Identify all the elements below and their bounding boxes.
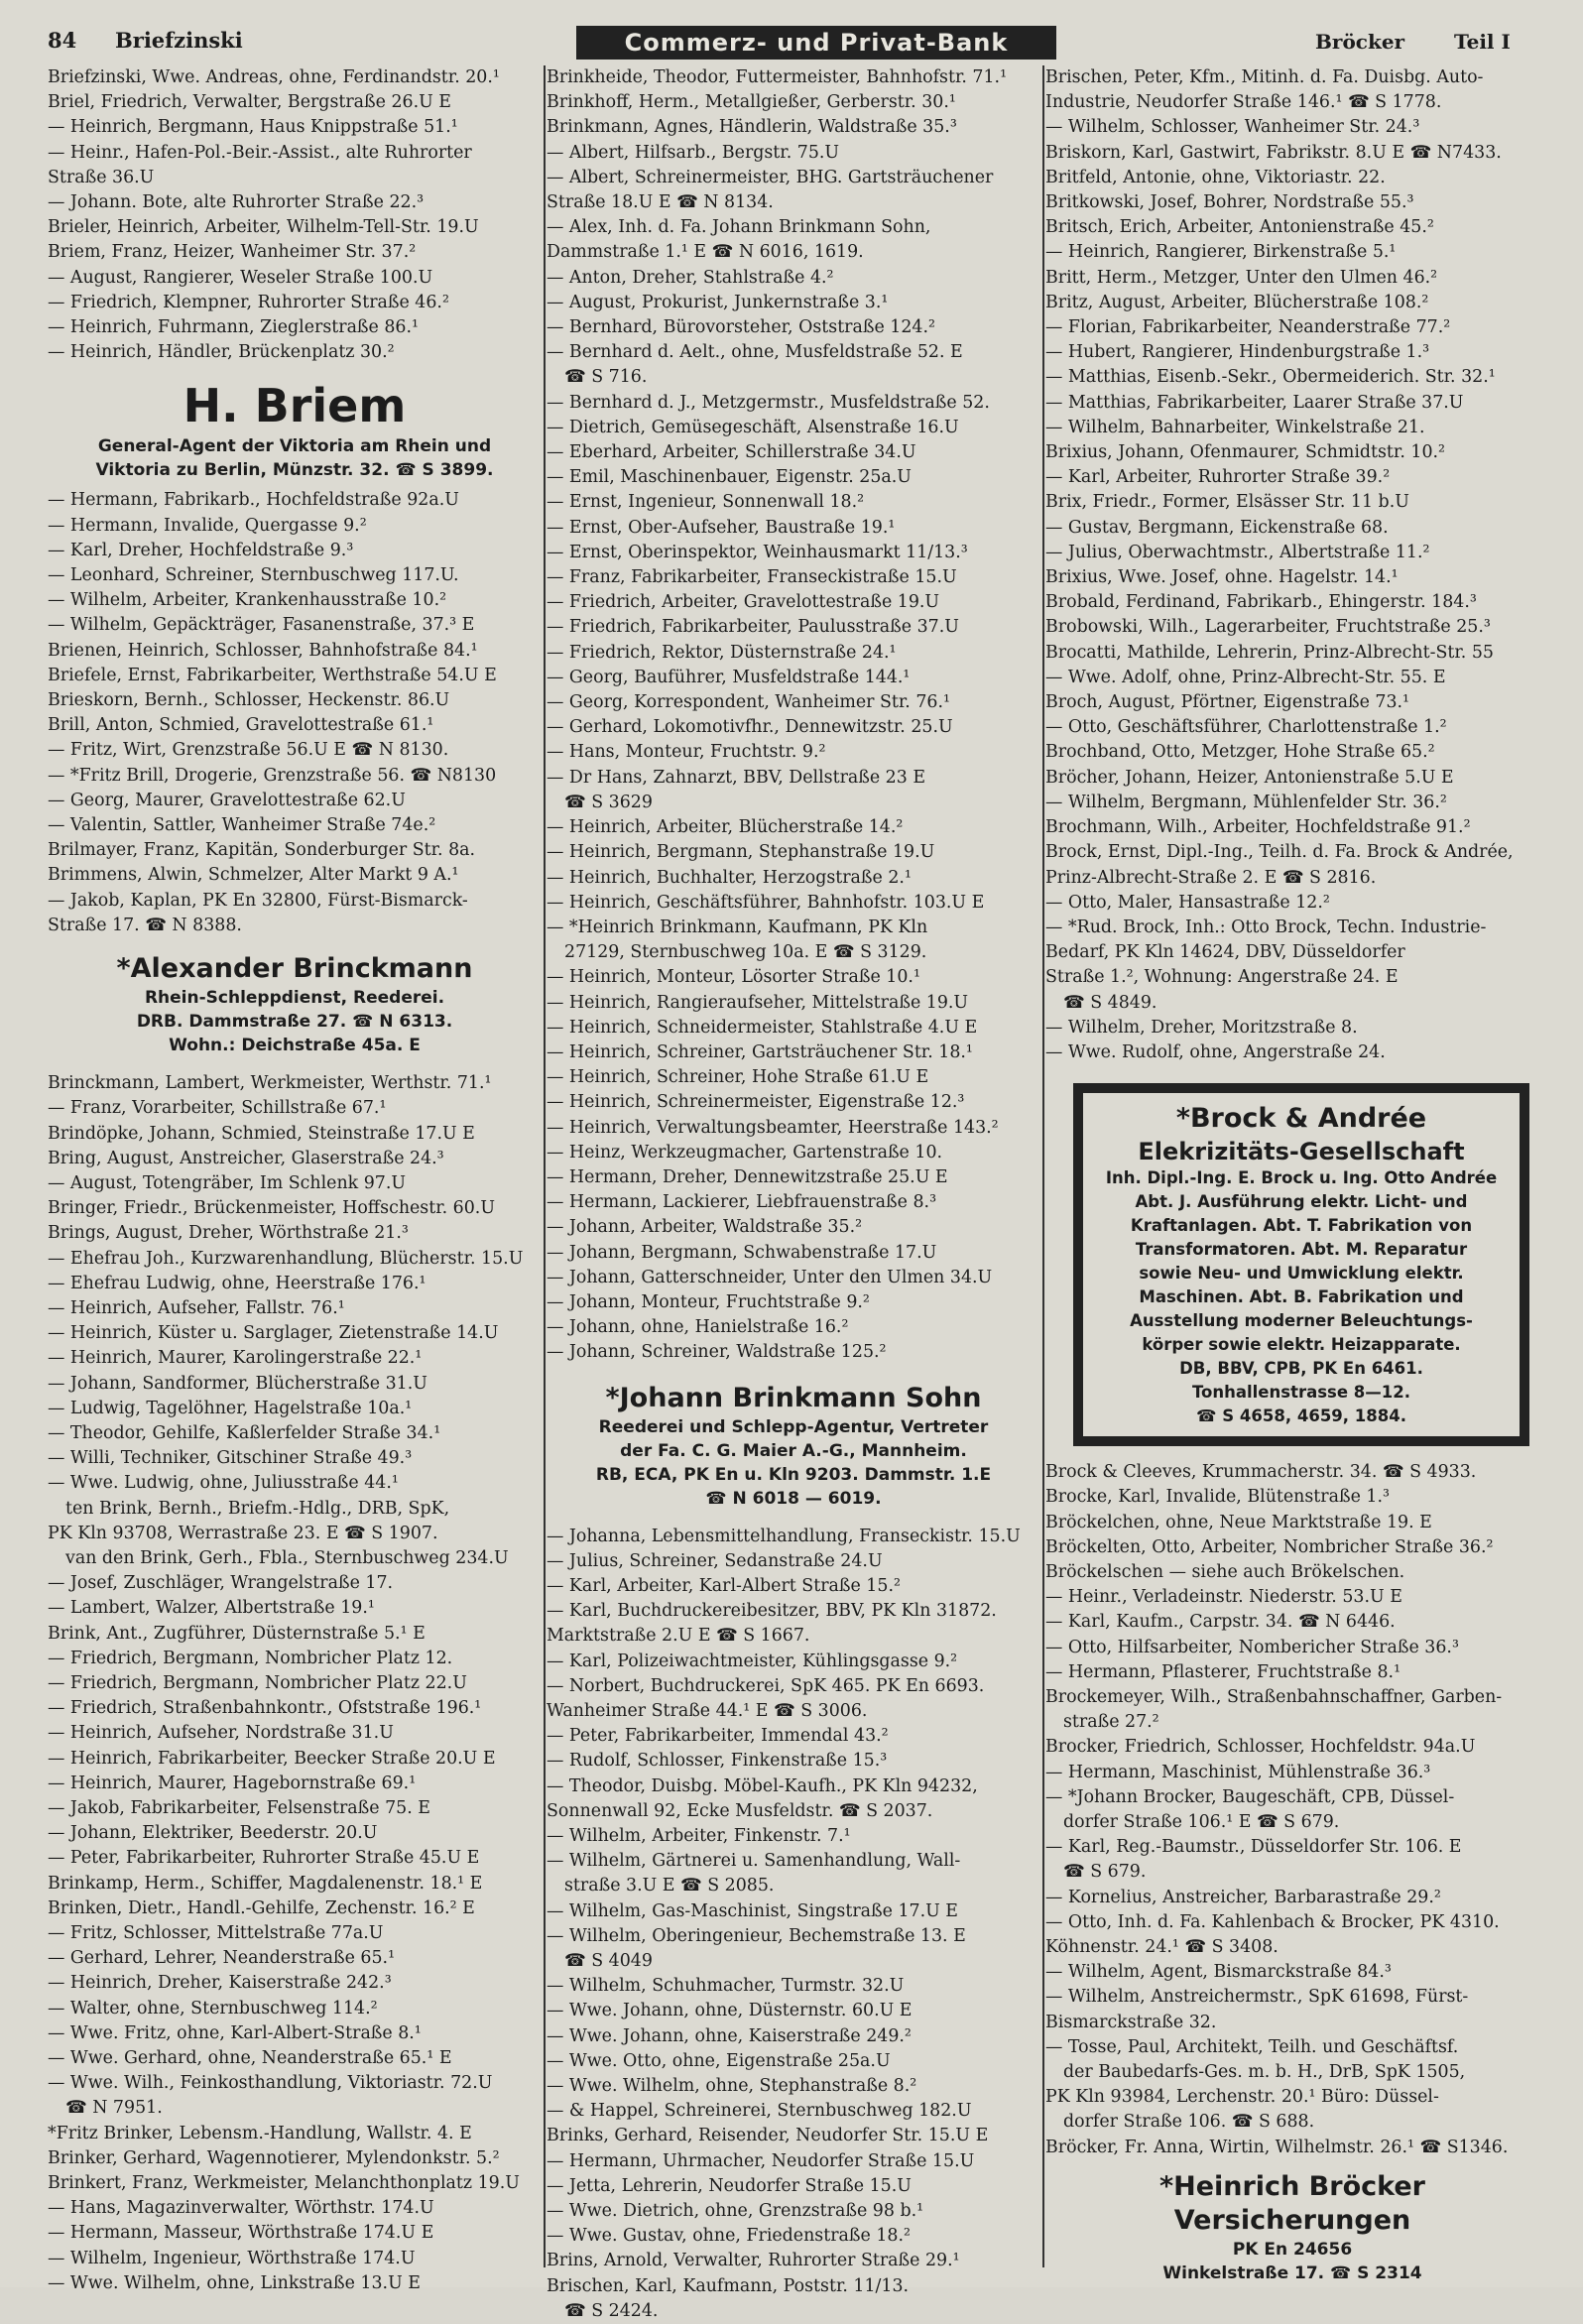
entry-list	[1045, 65, 1539, 1065]
directory-entry: — Karl, Buchdruckereibesitzer, BBV, PK Kln 31872.	[547, 1601, 997, 1622]
column-divider	[1042, 65, 1044, 2267]
directory-entry: — Karl, Polizeiwachtmeister, Kühlingsgasse 9.²	[547, 1651, 958, 1671]
directory-entry: ☎ S 716.	[564, 367, 648, 388]
directory-entry: — Heinrich, Küster u. Sarglager, Zietenstraße 14.U	[48, 1323, 499, 1344]
directory-entry: Brinks, Gerhard, Reisender, Neudorfer Str. 15.U E	[547, 2126, 989, 2146]
column-divider	[544, 65, 546, 2267]
ad-title: *Brock & Andrée	[1175, 1103, 1427, 1135]
directory-entry: — Otto, Geschäftsführer, Charlottenstraße 1.²	[1045, 717, 1447, 738]
directory-entry: Brink, Ant., Zugführer, Düsternstraße 5.¹ E	[48, 1623, 426, 1644]
directory-entry: *Fritz Brinker, Lebensm.-Handlung, Wallstr. 4. E	[48, 2123, 472, 2143]
directory-entry: — Wilhelm, Ingenieur, Wörthstraße 174.U	[48, 2248, 416, 2268]
directory-entry: — Johann, Sandformer, Blücherstraße 31.U	[48, 1373, 427, 1394]
directory-entry: Brochmann, Wilh., Arbeiter, Hochfeldstraße 91.²	[1045, 817, 1471, 838]
directory-entry: Brinkhoff, Herm., Metallgießer, Gerberstr. 30.¹	[547, 92, 956, 113]
directory-entry: ☎ S 2424.	[564, 2300, 659, 2321]
directory-entry: — Wwe. Otto, ohne, Eigenstraße 25a.U	[547, 2050, 891, 2071]
directory-entry: — Alex, Inh. d. Fa. Johann Brinkmann Sohn,	[547, 217, 931, 238]
directory-entry: — Heinrich, Rangieraufseher, Mittelstraße 19.U	[547, 992, 969, 1013]
directory-entry: Prinz-Albrecht-Straße 2. E ☎ S 2816.	[1045, 867, 1377, 888]
directory-entry: Bröckelschen — siehe auch Brökelschen.	[1045, 1561, 1405, 1582]
ad-title: H. Briem	[183, 379, 407, 433]
directory-entry: Köhnenstr. 24.¹ ☎ S 3408.	[1045, 1936, 1279, 1957]
directory-entry: — Wilhelm, Schuhmacher, Turmstr. 32.U	[547, 1976, 905, 1997]
directory-entry: — Hans, Magazinverwalter, Wörthstr. 174.U	[48, 2198, 434, 2219]
ad-title: *Heinrich Bröcker	[1158, 2170, 1425, 2202]
directory-entry: — Johann, Elektriker, Beederstr. 20.U	[48, 1823, 378, 1844]
directory-entry: Brinker, Gerhard, Wagennotierer, Mylendonkstr. 5.²	[48, 2147, 500, 2168]
ad-line: Reederei und Schlepp-Agentur, Vertreter	[598, 1416, 989, 1437]
directory-entry: — Hermann, Uhrmacher, Neudorfer Straße 15.U	[547, 2150, 975, 2171]
part-label: Teil I	[1454, 30, 1511, 54]
directory-entry: — Franz, Vorarbeiter, Schillstraße 67.¹	[48, 1098, 387, 1119]
directory-entry: — Wilhelm, Arbeiter, Krankenhausstraße 10.²	[48, 590, 447, 611]
directory-entry: — Ehefrau Joh., Kurzwarenhandlung, Blücherstr. 15.U	[48, 1248, 524, 1269]
directory-entry: Brieskorn, Bernh., Schlosser, Heckenstr. 86.U	[48, 690, 450, 711]
directory-entry: Straße 36.U	[48, 167, 155, 187]
directory-entry: — Ernst, Ober-Aufseher, Baustraße 19.¹	[547, 517, 896, 538]
directory-entry: — Ernst, Oberinspektor, Weinhausmarkt 11/13.³	[547, 542, 968, 562]
ad-line: Viktoria zu Berlin, Münzstr. 32. ☎ S 3899.	[95, 460, 494, 481]
directory-entry: — Walter, ohne, Sternbuschweg 114.²	[48, 1998, 378, 2018]
directory-entry: — Otto, Inh. d. Fa. Kahlenbach & Brocker, PK 4310.	[1045, 1911, 1500, 1932]
directory-entry: — Wwe. Dietrich, ohne, Grenzstraße 98 b.¹	[547, 2201, 924, 2222]
directory-entry: — August, Rangierer, Weseler Straße 100.U	[48, 267, 433, 288]
directory-entry: — Heinrich, Geschäftsführer, Bahnhofstr. 103.U E	[547, 892, 985, 913]
directory-entry: Britz, August, Arbeiter, Blücherstraße 108.²	[1045, 292, 1429, 312]
directory-entry: straße 27.²	[1063, 1712, 1159, 1733]
directory-entry: — Wwe. Wilhelm, ohne, Stephanstraße 8.²	[547, 2076, 917, 2097]
directory-entry: — Hermann, Dreher, Dennewitzstraße 25.U E	[547, 1166, 948, 1187]
directory-entry: — Heinrich, Maurer, Karolingerstraße 22.¹	[48, 1348, 423, 1369]
directory-entry: — Matthias, Fabrikarbeiter, Laarer Straße 37.U	[1045, 392, 1464, 413]
directory-entry: — Johann, Arbeiter, Waldstraße 35.²	[547, 1217, 863, 1238]
directory-entry: — Gerhard, Lokomotivfhr., Dennewitzstr. 25.U	[547, 717, 953, 738]
directory-entry: ☎ S 3629	[564, 792, 653, 812]
directory-entry: — Wilhelm, Oberingenieur, Bechemstraße 13. E	[547, 1925, 966, 1946]
entry-list	[1045, 1460, 1539, 2160]
directory-entry: — Heinrich, Aufseher, Fallstr. 76.¹	[48, 1297, 345, 1318]
directory-entry: Brocker, Friedrich, Schlosser, Hochfeldstr. 94a.U	[1045, 1737, 1476, 1758]
directory-entry: dorfer Straße 106.¹ E ☎ S 679.	[1063, 1811, 1340, 1832]
directory-entry: — Heinrich, Schneidermeister, Stahlstraße 4.U E	[547, 1017, 978, 1038]
directory-entry: Sonnenwall 92, Ecke Musfeldstr. ☎ S 2037.	[547, 1800, 933, 1821]
directory-entry: Brill, Anton, Schmied, Gravelottestraße 61.¹	[48, 715, 434, 736]
directory-entry: — Rudolf, Schlosser, Finkenstraße 15.³	[547, 1751, 888, 1772]
directory-entry: — Heinrich, Rangierer, Birkenstraße 5.¹	[1045, 242, 1397, 263]
directory-entry: — *Fritz Brill, Drogerie, Grenzstraße 56. ☎ N8130	[48, 765, 497, 786]
directory-entry: Brix, Friedr., Former, Elsässer Str. 11 b.U	[1045, 492, 1409, 513]
directory-entry: Britkowski, Josef, Bohrer, Nordstraße 55.³	[1045, 192, 1414, 213]
directory-entry: Briskorn, Karl, Gastwirt, Fabrikstr. 8.U E ☎ N7433.	[1045, 142, 1502, 163]
directory-entry: — Peter, Fabrikarbeiter, Immendal 43.²	[547, 1726, 889, 1747]
directory-entry: — Friedrich, Straßenbahnkontr., Ofststraße 196.¹	[48, 1698, 482, 1719]
directory-entry: — Heinz, Werkzeugmacher, Gartenstraße 10.	[547, 1142, 943, 1162]
directory-entry: Bring, August, Anstreicher, Glaserstraße 24.³	[48, 1148, 444, 1168]
directory-entry: — Georg, Korrespondent, Wanheimer Str. 76.¹	[547, 692, 950, 713]
directory-entry: — Friedrich, Bergmann, Nombricher Platz 12.	[48, 1648, 453, 1668]
directory-entry: — *Rud. Brock, Inh.: Otto Brock, Techn. Industrie-	[1045, 917, 1487, 937]
entry-list	[547, 1525, 1040, 2324]
directory-entry: — Jetta, Lehrerin, Neudorfer Straße 15.U	[547, 2175, 912, 2196]
directory-entry: — Albert, Hilfsarb., Bergstr. 75.U	[547, 142, 840, 163]
directory-entry: — Florian, Fabrikarbeiter, Neanderstraße 77.²	[1045, 317, 1451, 338]
directory-entry: — Theodor, Duisbg. Möbel-Kaufh., PK Kln 94232,	[547, 1775, 978, 1796]
ad-line: Maschinen. Abt. B. Fabrikation und	[1139, 1287, 1464, 1307]
directory-entry: dorfer Straße 106. ☎ S 688.	[1063, 2112, 1315, 2133]
directory-entry: — Heinrich, Schreiner, Hohe Straße 61.U E	[547, 1067, 929, 1088]
directory-entry: — Tosse, Paul, Architekt, Teilh. und Geschäftsf.	[1045, 2036, 1459, 2057]
ad-line: DB, BBV, CPB, PK En 6461.	[1179, 1359, 1423, 1379]
ad-line: Transformatoren. Abt. M. Reparatur	[1135, 1240, 1468, 1260]
directory-entry: Bringer, Friedr., Brückenmeister, Hoffschestr. 60.U	[48, 1198, 495, 1219]
directory-entry: — Theodor, Gehilfe, Kaßlerfelder Straße 34.¹	[48, 1422, 441, 1443]
directory-entry: — Wwe. Fritz, ohne, Karl-Albert-Straße 8.¹	[48, 2022, 422, 2043]
directory-entry: — Wilhelm, Bahnarbeiter, Winkelstraße 21.	[1045, 417, 1425, 437]
directory-entry: Straße 1.², Wohnung: Angerstraße 24. E	[1045, 967, 1399, 988]
directory-entry: — Friedrich, Arbeiter, Gravelottestraße 19.U	[547, 592, 940, 613]
ad-line: DRB. Dammstraße 27. ☎ N 6313.	[136, 1012, 453, 1033]
column-3	[1045, 65, 1539, 2283]
directory-entry: — Norbert, Buchdruckerei, SpK 465. PK En 6693.	[547, 1675, 985, 1696]
directory-entry: — Heinrich, Arbeiter, Blücherstraße 14.²	[547, 817, 904, 838]
directory-entry: — Friedrich, Fabrikarbeiter, Paulusstraße 37.U	[547, 617, 959, 638]
bank-banner: Commerz- und Privat-Bank	[576, 26, 1056, 60]
ad-line: Kraftanlagen. Abt. T. Fabrikation von	[1130, 1216, 1473, 1236]
directory-entry: — Albert, Schreinermeister, BHG. Gartsträuchener	[547, 167, 994, 187]
ad-line: Ausstellung moderner Beleuchtungs-	[1130, 1311, 1473, 1331]
directory-entry: — Wwe. Johann, ohne, Kaiserstraße 249.²	[547, 2025, 912, 2046]
directory-entry: — Dr Hans, Zahnarzt, BBV, Dellstraße 23 E	[547, 767, 926, 788]
directory-entry: ☎ N 7951.	[65, 2098, 163, 2119]
directory-entry: — Karl, Dreher, Hochfeldstraße 9.³	[48, 540, 354, 560]
directory-entry: Brinkamp, Herm., Schiffer, Magdalenenstr. 18.¹ E	[48, 1873, 483, 1894]
directory-entry: — Heinrich, Schreinermeister, Eigenstraße 12.³	[547, 1092, 965, 1113]
directory-entry: — & Happel, Schreinerei, Sternbuschweg 182.U	[547, 2101, 972, 2122]
advertisement-heinrich-broecker	[1045, 2170, 1539, 2285]
directory-entry: — Wwe. Rudolf, ohne, Angerstraße 24.	[1045, 1041, 1386, 1062]
ad-line: ☎ S 4658, 4659, 1884.	[1196, 1407, 1406, 1426]
directory-entry: Brockemeyer, Wilh., Straßenbahnschaffner, Garben-	[1045, 1686, 1503, 1707]
ad-line: Wohn.: Deichstraße 45a. E	[169, 1036, 421, 1056]
directory-entry: Bröckelten, Otto, Arbeiter, Nombricher Straße 36.²	[1045, 1536, 1494, 1557]
directory-entry: Briem, Franz, Heizer, Wanheimer Str. 37.²	[48, 242, 417, 263]
directory-entry: — Heinrich, Verwaltungsbeamter, Heerstraße 143.²	[547, 1117, 999, 1138]
ad-title: *Alexander Brinckmann	[116, 953, 473, 985]
directory-entry: — Heinrich, Monteur, Lösorter Straße 10.¹	[547, 967, 920, 988]
directory-entry: — Heinrich, Fuhrmann, Zieglerstraße 86.¹	[48, 317, 420, 338]
directory-entry: — Wilhelm, Bergmann, Mühlenfelder Str. 36.²	[1045, 792, 1447, 812]
directory-entry: Brinckmann, Lambert, Werkmeister, Werthstr. 71.¹	[48, 1073, 492, 1094]
directory-entry: — Eberhard, Arbeiter, Schillerstraße 34.U	[547, 442, 916, 463]
directory-entry: Britsch, Erich, Arbeiter, Antonienstraße 45.²	[1045, 217, 1434, 238]
ad-line: Tonhallenstrasse 8—12.	[1191, 1383, 1411, 1403]
directory-entry: Brinkmann, Agnes, Händlerin, Waldstraße 35.³	[547, 117, 957, 138]
directory-entry: — Karl, Arbeiter, Karl-Albert Straße 15.²	[547, 1575, 901, 1596]
directory-entry: — Johann, ohne, Hanielstraße 16.²	[547, 1317, 849, 1338]
column-2	[547, 65, 1040, 2321]
directory-entry: — August, Totengräber, Im Schlenk 97.U	[48, 1172, 407, 1193]
directory-entry: Brinkheide, Theodor, Futtermeister, Bahnhofstr. 71.¹	[547, 67, 1008, 87]
directory-entry: — Josef, Zuschläger, Wrangelstraße 17.	[48, 1573, 394, 1594]
directory-entry: — Heinr., Verladeinstr. Niederstr. 53.U E	[1045, 1587, 1402, 1608]
advertisement-johann-brinkmann	[547, 1382, 1040, 1511]
column-1	[48, 65, 542, 2293]
directory-entry: — Heinrich, Buchhalter, Herzogstraße 2.¹	[547, 867, 912, 888]
directory-entry: Brock, Ernst, Dipl.-Ing., Teilh. d. Fa. Brock & Andrée,	[1045, 842, 1514, 863]
directory-entry: — Emil, Maschinenbauer, Eigenstr. 25a.U	[547, 467, 912, 488]
directory-entry: Britfeld, Antonie, ohne, Viktoriastr. 22.	[1045, 167, 1386, 187]
directory-entry: — Hermann, Invalide, Quergasse 9.²	[48, 515, 367, 536]
page-number: 84	[48, 28, 77, 53]
ad-title: *Johann Brinkmann Sohn	[605, 1382, 982, 1413]
ad-line: ☎ N 6018 — 6019.	[705, 1488, 882, 1509]
ad-line: Winkelstraße 17. ☎ S 2314	[1162, 2263, 1422, 2283]
directory-entry: Brinken, Dietr., Handl.-Gehilfe, Zechenstr. 16.² E	[48, 1897, 475, 1918]
directory-entry: — Friedrich, Bergmann, Nombricher Platz 22.U	[48, 1672, 467, 1693]
directory-entry: — Dietrich, Gemüsegeschäft, Alsenstraße 16.U	[547, 417, 959, 437]
directory-entry: — Hubert, Rangierer, Hindenburgstraße 1.³	[1045, 342, 1430, 363]
directory-entry: — Wwe. Gustav, ohne, Friedenstraße 18.²	[547, 2226, 911, 2247]
directory-entry: Straße 18.U E ☎ N 8134.	[547, 192, 774, 213]
directory-entry: ☎ S 4049	[564, 1951, 653, 1972]
directory-entry: Brochband, Otto, Metzger, Hohe Straße 65.²	[1045, 742, 1435, 763]
directory-entry: — Valentin, Sattler, Wanheimer Straße 74e.²	[48, 815, 436, 836]
directory-entry: Broch, August, Pförtner, Eigenstraße 73.¹	[1045, 692, 1410, 713]
directory-entry: Bröckelchen, ohne, Neue Marktstraße 19. E	[1045, 1512, 1432, 1532]
directory-entry: ☎ S 679.	[1063, 1862, 1147, 1883]
ad-line: RB, ECA, PK En u. Kln 9203. Dammstr. 1.E	[595, 1464, 992, 1485]
ad-line: Rhein-Schleppdienst, Reederei.	[144, 988, 445, 1009]
directory-entry: Brobald, Ferdinand, Fabrikarb., Ehingerstr. 184.³	[1045, 592, 1477, 613]
directory-entry: Dammstraße 1.¹ E ☎ N 6016, 1619.	[547, 242, 864, 263]
directory-entry: — Heinrich, Fabrikarbeiter, Beecker Straße 20.U E	[48, 1748, 496, 1769]
directory-entry: Wanheimer Straße 44.¹ E ☎ S 3006.	[547, 1700, 868, 1721]
directory-entry: — Heinrich, Aufseher, Nordstraße 31.U	[48, 1723, 394, 1744]
directory-entry: Brilmayer, Franz, Kapitän, Sonderburger Str. 8a.	[48, 840, 476, 861]
ad-line: Abt. J. Ausführung elektr. Licht- und	[1135, 1192, 1468, 1212]
directory-entry: — Johanna, Lebensmittelhandlung, Franseckistr. 15.U	[547, 1526, 1021, 1546]
directory-entry: — *Heinrich Brinkmann, Kaufmann, PK Kln	[547, 917, 928, 937]
ad-subtitle: Elekrizitäts-Gesellschaft	[1138, 1138, 1465, 1166]
left-running-head: Briefzinski	[115, 28, 243, 53]
entry-list	[547, 65, 1040, 1366]
directory-entry: — Wilhelm, Anstreichermstr., SpK 61698, Fürst-	[1045, 1987, 1469, 2008]
directory-entry: straße 3.U E ☎ S 2085.	[564, 1876, 775, 1896]
directory-entry: — Georg, Maurer, Gravelottestraße 62.U	[48, 790, 406, 810]
directory-entry: — Bernhard d. Aelt., ohne, Musfeldstraße 52. E	[547, 342, 963, 363]
right-running-head: Bröcker	[1315, 30, 1405, 54]
directory-entry: Brixius, Wwe. Josef, ohne. Hagelstr. 14.¹	[1045, 567, 1399, 588]
directory-entry: Brins, Arnold, Verwalter, Ruhrorter Straße 29.¹	[547, 2251, 960, 2271]
directory-entry: — Gustav, Bergmann, Eickenstraße 68.	[1045, 517, 1389, 538]
directory-entry: — Heinrich, Bergmann, Stephanstraße 19.U	[547, 842, 935, 863]
ad-line: PK En 24656	[1232, 2239, 1353, 2260]
directory-entry: Brischen, Peter, Kfm., Mitinh. d. Fa. Duisbg. Auto-	[1045, 67, 1484, 87]
directory-entry: Brocatti, Mathilde, Lehrerin, Prinz-Albrecht-Str. 55	[1045, 642, 1494, 663]
directory-entry: Briel, Friedrich, Verwalter, Bergstraße 26.U E	[48, 92, 452, 113]
directory-entry: — Johann. Bote, alte Ruhrorter Straße 22.³	[48, 192, 425, 213]
directory-entry: Brocke, Karl, Invalide, Blütenstraße 1.³	[1045, 1487, 1390, 1508]
directory-entry: der Baubedarfs-Ges. m. b. H., DrB, SpK 1505,	[1063, 2062, 1466, 2082]
directory-entry: — Heinrich, Schreiner, Gartsträuchener Str. 18.¹	[547, 1041, 973, 1062]
directory-entry: — Wilhelm, Gärtnerei u. Samenhandlung, Wall-	[547, 1851, 961, 1872]
directory-entry: 27129, Sternbuschweg 10a. E ☎ S 3129.	[564, 942, 927, 963]
directory-entry: — Hans, Monteur, Fruchtstr. 9.²	[547, 742, 826, 763]
directory-entry: — Franz, Fabrikarbeiter, Franseckistraße 15.U	[547, 567, 957, 588]
directory-entry: — Wilhelm, Dreher, Moritzstraße 8.	[1045, 1017, 1358, 1038]
directory-entry: Briefele, Ernst, Fabrikarbeiter, Werthstraße 54.U E	[48, 665, 497, 685]
directory-entry: — Kornelius, Anstreicher, Barbarastraße 29.²	[1045, 1887, 1441, 1907]
directory-entry: Brock & Cleeves, Krummacherstr. 34. ☎ S 4933.	[1045, 1462, 1477, 1483]
directory-entry: — Heinrich, Dreher, Kaiserstraße 242.³	[48, 1973, 392, 1994]
directory-entry: — Hermann, Pflasterer, Fruchtstraße 8.¹	[1045, 1661, 1401, 1682]
directory-entry: — Wwe. Adolf, ohne, Prinz-Albrecht-Str. 55. E	[1045, 667, 1446, 687]
directory-entry: — Johann, Gatterschneider, Unter den Ulmen 34.U	[547, 1267, 993, 1287]
directory-entry: — Johann, Monteur, Fruchtstraße 9.²	[547, 1291, 870, 1312]
entry-list	[48, 1071, 542, 2296]
directory-entry: — Bernhard, Bürovorsteher, Oststraße 124.²	[547, 317, 935, 338]
directory-entry: Brindöpke, Johann, Schmied, Steinstraße 17.U E	[48, 1123, 475, 1144]
directory-entry: Brimmens, Alwin, Schmelzer, Alter Markt 9 A.¹	[48, 865, 459, 886]
directory-entry: — Karl, Arbeiter, Ruhrorter Straße 39.²	[1045, 467, 1391, 488]
directory-entry: PK Kln 93984, Lerchenstr. 20.¹ Büro: Düssel-	[1045, 2087, 1439, 2108]
advertisement-briem	[48, 377, 542, 482]
directory-entry: — Wilhelm, Agent, Bismarckstraße 84.³	[1045, 1962, 1392, 1983]
directory-entry: — Karl, Reg.-Baumstr., Düsseldorfer Str. 106. E	[1045, 1837, 1462, 1858]
ad-line: Versicherungen	[1173, 2204, 1411, 2236]
directory-entry: — Anton, Dreher, Stahlstraße 4.²	[547, 267, 834, 288]
entry-list	[48, 488, 542, 938]
directory-entry: — Ludwig, Tagelöhner, Hagelstraße 10a.¹	[48, 1398, 413, 1418]
directory-entry: — Lambert, Walzer, Albertstraße 19.¹	[48, 1598, 375, 1619]
directory-entry: Marktstraße 2.U E ☎ S 1667.	[547, 1626, 810, 1647]
directory-entry: van den Brink, Gerh., Fbla., Sternbuschweg 234.U	[65, 1547, 509, 1568]
directory-entry: — Wilhelm, Schlosser, Wanheimer Str. 24.³	[1045, 117, 1420, 138]
directory-entry: — Hermann, Fabrikarb., Hochfeldstraße 92a.U	[48, 490, 459, 511]
directory-entry: — Hermann, Lackierer, Liebfrauenstraße 8.³	[547, 1192, 937, 1213]
directory-entry: Brobowski, Wilh., Lagerarbeiter, Fruchtstraße 25.³	[1045, 617, 1491, 638]
directory-entry: Britt, Herm., Metzger, Unter den Ulmen 46.²	[1045, 267, 1438, 288]
directory-entry: Brischen, Karl, Kaufmann, Poststr. 11/13.	[547, 2275, 910, 2296]
directory-entry: — *Johann Brocker, Baugeschäft, CPB, Düssel-	[1045, 1786, 1455, 1807]
directory-entry: — Gerhard, Lehrer, Neanderstraße 65.¹	[48, 1948, 396, 1969]
directory-entry: Bismarckstraße 32.	[1045, 2012, 1217, 2032]
directory-entry: — Ehefrau Ludwig, ohne, Heerstraße 176.¹	[48, 1273, 426, 1293]
directory-entry: — Julius, Oberwachtmstr., Albertstraße 11.²	[1045, 542, 1430, 562]
ad-line: General-Agent der Viktoria am Rhein und	[97, 436, 492, 457]
directory-entry: — Ernst, Ingenieur, Sonnenwall 18.²	[547, 492, 865, 513]
directory-entry: — Wwe. Wilh., Feinkosthandlung, Viktoriastr. 72.U	[48, 2073, 493, 2094]
directory-entry: — Matthias, Eisenb.-Sekr., Obermeiderich. Str. 32.¹	[1045, 367, 1496, 388]
directory-entry: — Jakob, Fabrikarbeiter, Felsenstraße 75. E	[48, 1797, 430, 1818]
page-header	[46, 20, 1533, 69]
directory-entry: — Heinrich, Maurer, Hagebornstraße 69.¹	[48, 1773, 417, 1793]
directory-entry: — Wilhelm, Gas-Maschinist, Singstraße 17.U E	[547, 1900, 958, 1921]
directory-entry: Brieler, Heinrich, Arbeiter, Wilhelm-Tell-Str. 19.U	[48, 217, 479, 238]
directory-entry: — August, Prokurist, Junkernstraße 3.¹	[547, 292, 889, 312]
directory-entry: Brixius, Johann, Ofenmaurer, Schmidtstr. 10.²	[1045, 442, 1446, 463]
directory-entry: Straße 17. ☎ N 8388.	[48, 915, 242, 935]
directory-entry: — Georg, Bauführer, Musfeldstraße 144.¹	[547, 667, 911, 687]
directory-entry: Brings, August, Dreher, Wörthstraße 21.³	[48, 1223, 409, 1244]
directory-entry: — Willi, Techniker, Gitschiner Straße 49.³	[48, 1448, 413, 1469]
directory-entry: Bedarf, PK Kln 14624, DBV, Düsseldorfer	[1045, 942, 1405, 963]
directory-entry: — Bernhard d. J., Metzgermstr., Musfeldstraße 52.	[547, 392, 990, 413]
directory-entry: Brinkert, Franz, Werkmeister, Melanchthonplatz 19.U	[48, 2173, 520, 2194]
directory-entry: — Heinr., Hafen-Pol.-Beir.-Assist., alte Ruhrorter	[48, 142, 472, 163]
entry-list	[48, 65, 542, 365]
ad-line: Inh. Dipl.-Ing. E. Brock u. Ing. Otto Andrée	[1105, 1168, 1498, 1188]
directory-entry: Bröcher, Johann, Heizer, Antonienstraße 5.U E	[1045, 767, 1454, 788]
directory-entry: — Heinrich, Händler, Brückenplatz 30.²	[48, 342, 395, 363]
directory-entry: — Fritz, Schlosser, Mittelstraße 77a.U	[48, 1923, 384, 1943]
ad-line: körper sowie elektr. Heizapparate.	[1142, 1335, 1461, 1355]
directory-entry: — Leonhard, Schreiner, Sternbuschweg 117.U.	[48, 565, 459, 586]
directory-entry: — Friedrich, Klempner, Ruhrorter Straße 46.²	[48, 292, 449, 312]
advertisement-brinckmann	[48, 952, 542, 1057]
directory-entry: — Otto, Hilfsarbeiter, Nombericher Straße 36.³	[1045, 1637, 1459, 1657]
directory-entry: — Otto, Maler, Hansastraße 12.²	[1045, 892, 1330, 913]
directory-entry: — Wwe. Ludwig, ohne, Juliusstraße 44.¹	[48, 1473, 399, 1494]
ad-line: der Fa. C. G. Maier A.-G., Mannheim.	[620, 1440, 967, 1461]
directory-entry: — Heinrich, Bergmann, Haus Knippstraße 51.¹	[48, 117, 458, 138]
directory-entry: — Karl, Kaufm., Carpstr. 34. ☎ N 6446.	[1045, 1612, 1396, 1633]
directory-entry: — Johann, Bergmann, Schwabenstraße 17.U	[547, 1242, 937, 1263]
directory-entry: — Julius, Schreiner, Sedanstraße 24.U	[547, 1550, 883, 1571]
directory-entry: — Wilhelm, Arbeiter, Finkenstr. 7.¹	[547, 1826, 851, 1846]
directory-entry: — Jakob, Kaplan, PK En 32800, Fürst-Bismarck-	[48, 890, 468, 911]
directory-entry: — Peter, Fabrikarbeiter, Ruhrorter Straße 45.U E	[48, 1848, 480, 1869]
directory-entry: Bröcker, Fr. Anna, Wirtin, Wilhelmstr. 26.¹ ☎ S1346.	[1045, 2137, 1509, 2157]
directory-entry: ☎ S 4849.	[1063, 992, 1157, 1013]
directory-entry: Brienen, Heinrich, Schlosser, Bahnhofstraße 84.¹	[48, 640, 478, 661]
directory-entry: — Wwe. Wilhelm, ohne, Linkstraße 13.U E	[48, 2272, 421, 2293]
advertisement-brock-andree	[1073, 1083, 1529, 1446]
directory-entry: — Friedrich, Rektor, Düsternstraße 24.¹	[547, 642, 897, 663]
directory-entry: — Hermann, Maschinist, Mühlenstraße 36.³	[1045, 1762, 1431, 1782]
directory-entry: PK Kln 93708, Werrastraße 23. E ☎ S 1907.	[48, 1523, 438, 1543]
directory-entry: ten Brink, Bernh., Briefm.-Hdlg., DRB, SpK,	[65, 1498, 450, 1519]
directory-entry: — Wilhelm, Gepäckträger, Fasanenstraße, 37.³ E	[48, 615, 475, 636]
directory-entry: — Hermann, Masseur, Wörthstraße 174.U E	[48, 2223, 434, 2244]
directory-entry: Industrie, Neudorfer Straße 146.¹ ☎ S 1778.	[1045, 92, 1442, 113]
directory-entry: Briefzinski, Wwe. Andreas, ohne, Ferdinandstr. 20.¹	[48, 67, 500, 87]
ad-line: sowie Neu- und Umwicklung elektr.	[1139, 1264, 1464, 1284]
directory-entry: — Wwe. Johann, ohne, Düsternstr. 60.U E	[547, 2001, 913, 2021]
directory-entry: — Johann, Schreiner, Waldstraße 125.²	[547, 1342, 887, 1363]
directory-entry: — Fritz, Wirt, Grenzstraße 56.U E ☎ N 8130.	[48, 740, 449, 761]
directory-entry: — Wwe. Gerhard, ohne, Neanderstraße 65.¹ E	[48, 2048, 452, 2069]
